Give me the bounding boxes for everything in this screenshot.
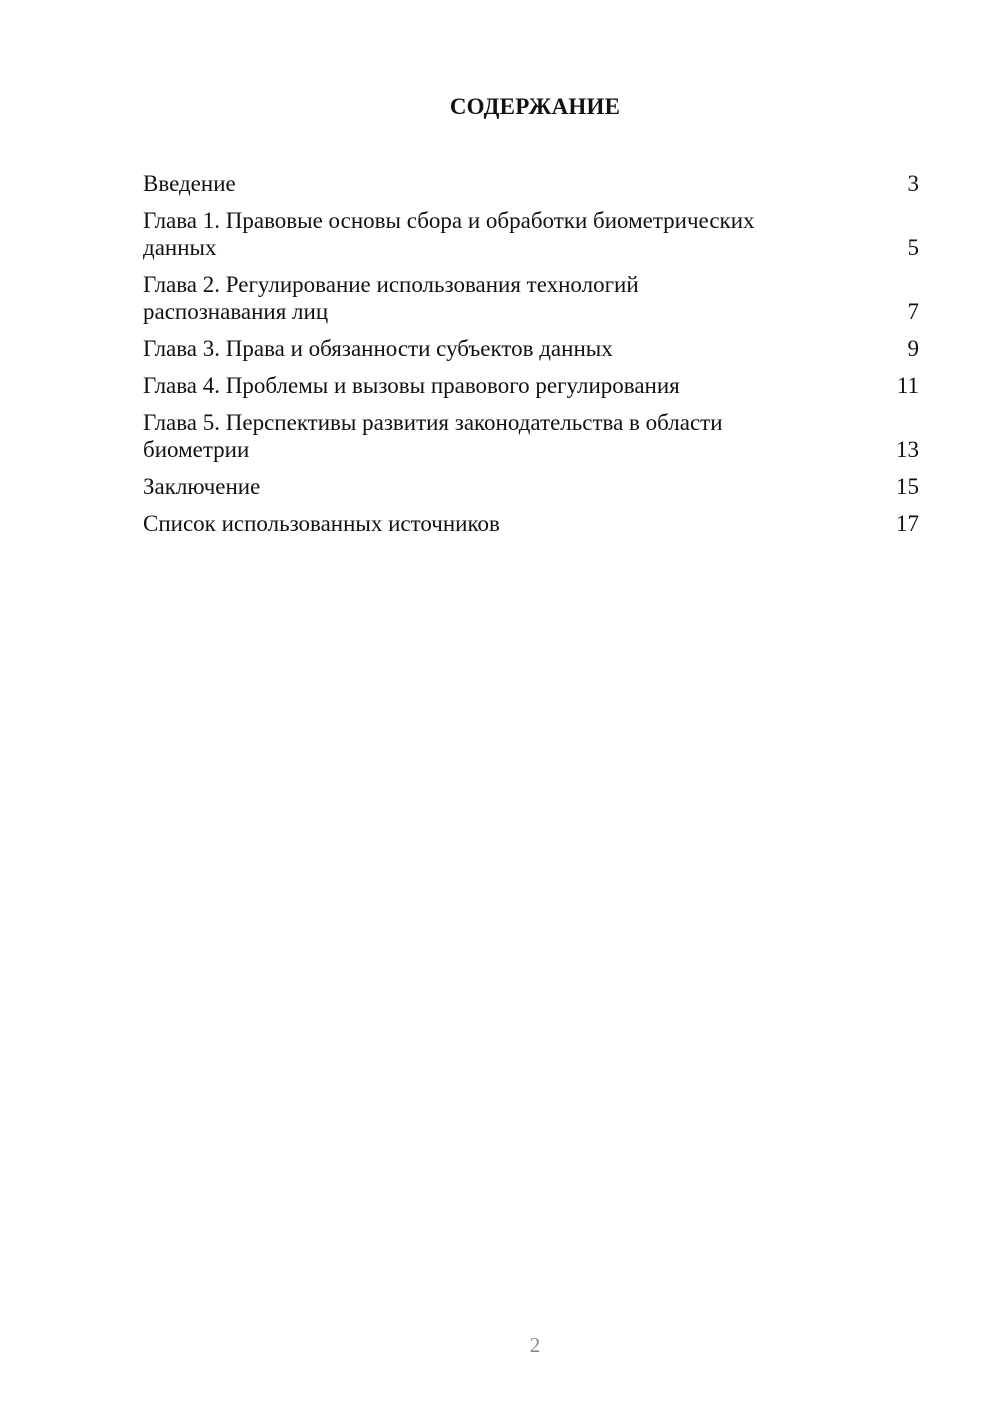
toc-entry-page: 13 <box>896 437 919 462</box>
toc-entry-chapter-5 <box>143 409 919 463</box>
toc-entry-title: Введение <box>143 171 236 196</box>
toc-entry-chapter-4 <box>143 372 919 399</box>
toc-entry-introduction <box>143 170 919 197</box>
toc-entry-title: Глава 3. Права и обязанности субъектов данных <box>143 336 613 361</box>
toc-entry-conclusion <box>143 473 919 500</box>
toc-entry-title: Глава 4. Проблемы и вызовы правового регулирования <box>143 373 680 398</box>
toc-entry-title: Заключение <box>143 474 261 499</box>
toc-entry-chapter-2 <box>143 271 919 325</box>
table-of-contents <box>143 170 919 547</box>
toc-entry-page: 7 <box>907 299 919 324</box>
page-title: СОДЕРЖАНИЕ <box>449 94 621 119</box>
toc-entry-page: 17 <box>896 511 919 536</box>
toc-entry-title: Глава 2. Регулирование использования технологий распознавания лиц <box>143 272 639 324</box>
toc-entry-page: 5 <box>907 235 919 260</box>
toc-entry-chapter-3 <box>143 335 919 362</box>
toc-entry-references <box>143 510 919 537</box>
toc-entry-chapter-1 <box>143 207 919 261</box>
page-number: 2 <box>529 1333 541 1357</box>
toc-entry-title: Глава 5. Перспективы развития законодательства в области биометрии <box>143 410 723 462</box>
toc-entry-title: Глава 1. Правовые основы сбора и обработки биометрических данных <box>143 208 755 260</box>
toc-entry-title: Список использованных источников <box>143 511 500 536</box>
toc-entry-page: 3 <box>907 171 919 196</box>
toc-entry-page: 11 <box>896 373 919 398</box>
toc-entry-page: 15 <box>896 474 919 499</box>
toc-entry-page: 9 <box>907 336 919 361</box>
